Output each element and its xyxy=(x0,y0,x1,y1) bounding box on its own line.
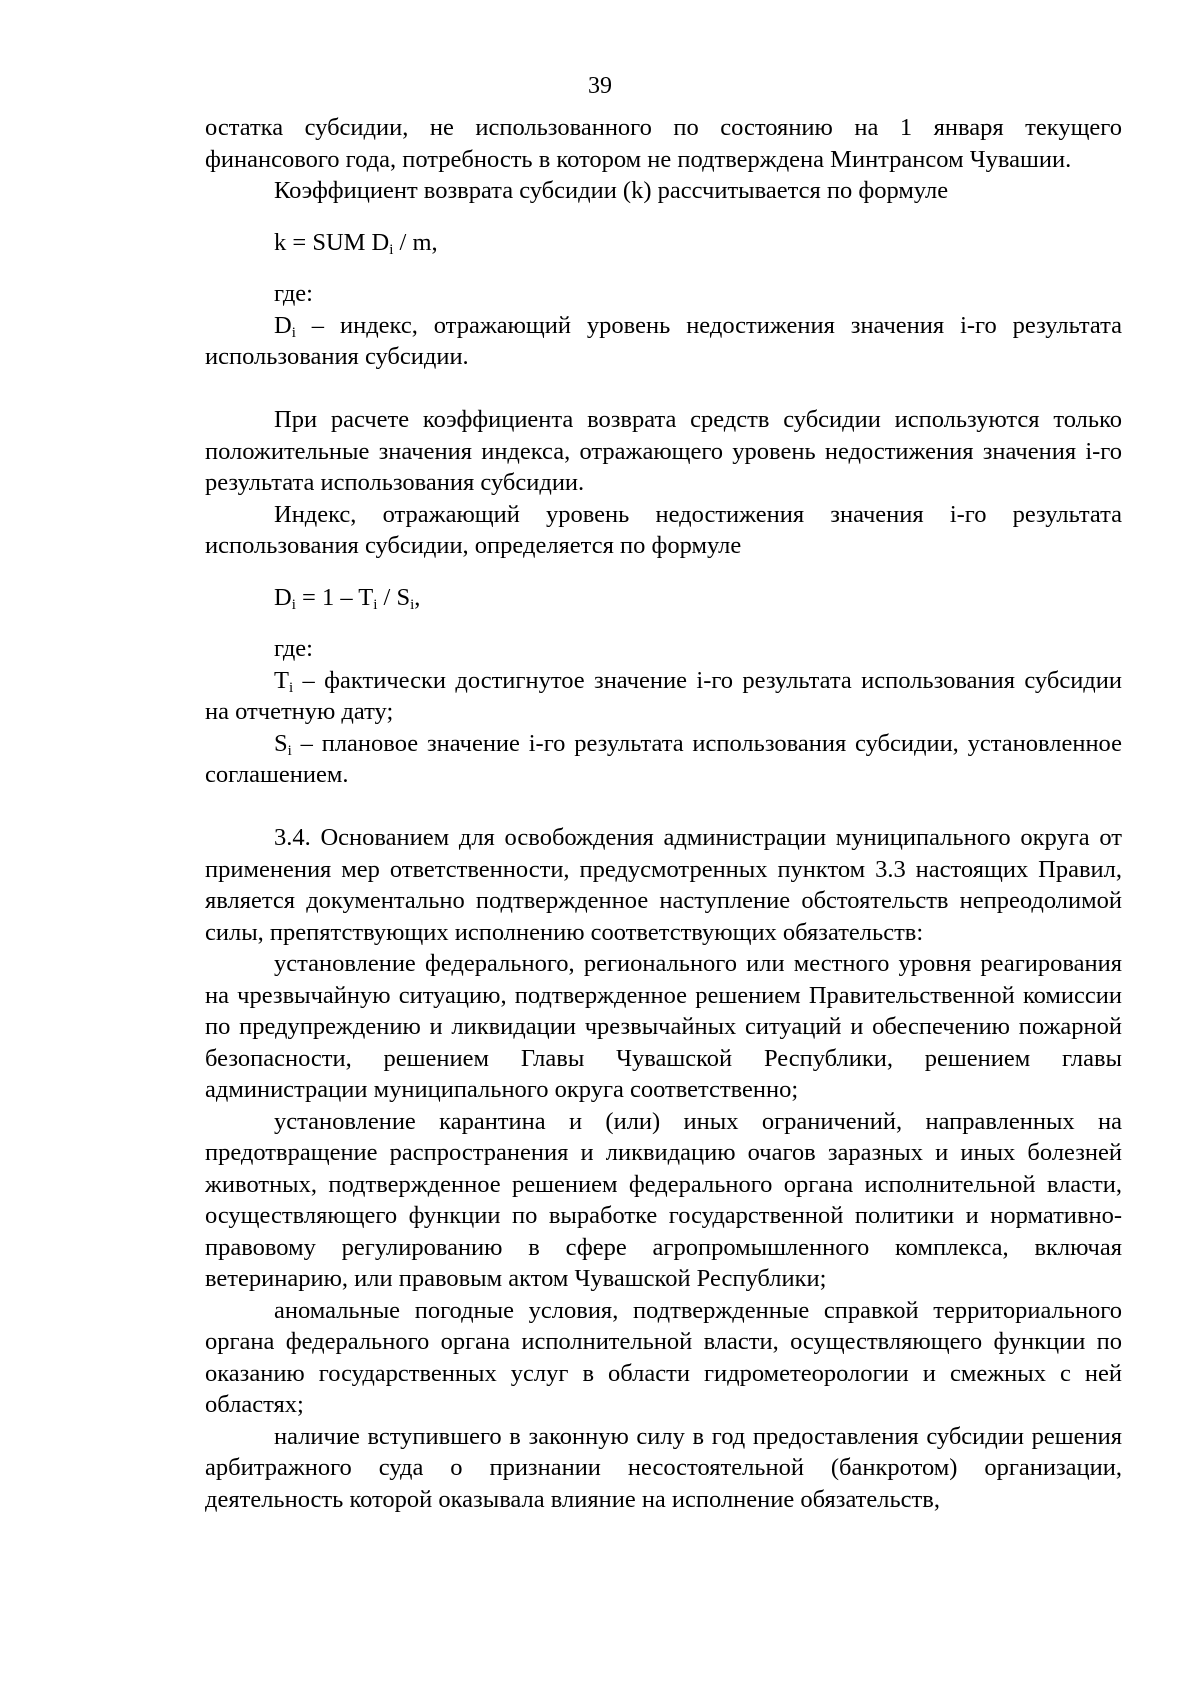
definition-text: – плановое значение i-го результата использования субсидии, установленное соглашением. xyxy=(205,729,1122,788)
where-label: где: xyxy=(274,635,313,662)
symbol-subscript: i xyxy=(287,742,292,759)
list-item-weather: аномальные погодные условия, подтвержденные справкой территориального органа федерального органа исполнительной власти, осуществляющего функции по оказанию государственных услуг в области гидрометеорологии и смежных с ней областях; xyxy=(205,1296,1122,1418)
definition-text: – фактически достигнутое значение i-го результата использования субсидии на отчетную дату; xyxy=(205,666,1122,725)
formula-text: / S xyxy=(377,583,411,611)
paragraph-index-intro: Индекс, отражающий уровень недостижения значения i-го результата использования субсидии, определяется по формуле xyxy=(205,500,1122,559)
symbol: S xyxy=(274,729,288,757)
formula-text: , xyxy=(414,583,421,611)
page-number: 39 xyxy=(588,73,612,99)
list-item-bankruptcy: наличие вступившего в законную силу в год предоставления субсидии решения арбитражного суда о признании несостоятельной (банкротом) организации, деятельность которой оказывала влияние на исполнение обязательств, xyxy=(205,1422,1122,1513)
formula-text: k = SUM D xyxy=(274,228,390,256)
definition-ti xyxy=(205,665,1122,728)
symbol: D xyxy=(274,311,292,339)
list-item-quarantine: установление карантина и (или) иных ограничений, направленных на предотвращение распространения и ликвидацию очагов заразных и иных болезней животных, подтвержденное решением федерального органа исполнительной власти, осуществляющего функции по выработке государственной политики и нормативно-правовому регулированию в сфере агропромышленного комплекса, включая ветеринарию, или правовым актом Чувашской Республики; xyxy=(205,1107,1122,1292)
where-label: где: xyxy=(274,280,313,307)
symbol-subscript: i xyxy=(288,679,294,696)
formula-text: D xyxy=(274,583,292,611)
formula-subscript: i xyxy=(373,596,378,613)
paragraph-return-coefficient-intro: Коэффициент возврата субсидии (k) рассчитывается по формуле xyxy=(274,177,949,204)
symbol-subscript: i xyxy=(291,324,296,341)
paragraph-positive-values: При расчете коэффициента возврата средств субсидии используются только положительные значения индекса, отражающего уровень недостижения значения i-го результата использования субсидии. xyxy=(205,406,1122,496)
formula-return-coefficient xyxy=(205,227,1122,259)
formula-subscript: i xyxy=(291,596,296,613)
formula-text: / m, xyxy=(393,228,438,256)
formula-subscript: i xyxy=(410,596,415,613)
definition-di xyxy=(205,310,1122,373)
list-item-emergency-response: установление федерального, регионального или местного уровня реагирования на чрезвычайную ситуацию, подтвержденное решением Правительственной комиссии по предупреждению и ликвидации чрезвычайных ситуаций и обеспечению пожарной безопасности, решением Главы Чувашской Республики, решением главы администрации муниципального округа соответственно; xyxy=(205,950,1122,1103)
formula-text: = 1 – T xyxy=(295,583,374,611)
paragraph-section-3-4: 3.4. Основанием для освобождения администрации муниципального округа от применения мер ответственности, предусмотренных пунктом 3.3 настоящих Правил, является документально подтвержденное наступление обстоятельств непреодолимой силы, препятствующих исполнению соответствующих обязательств: xyxy=(205,824,1122,946)
formula-index xyxy=(205,582,1122,614)
definition-si xyxy=(205,728,1122,791)
definition-text: – индекс, отражающий уровень недостижения значения i-го результата использования субсидии. xyxy=(205,311,1122,370)
paragraph-continuation: остатка субсидии, не использованного по состоянию на 1 января текущего финансового года, потребность в котором не подтверждена Минтрансом Чувашии. xyxy=(205,114,1122,173)
document-body xyxy=(205,112,1122,1515)
formula-subscript: i xyxy=(389,241,394,258)
symbol: T xyxy=(274,666,289,694)
